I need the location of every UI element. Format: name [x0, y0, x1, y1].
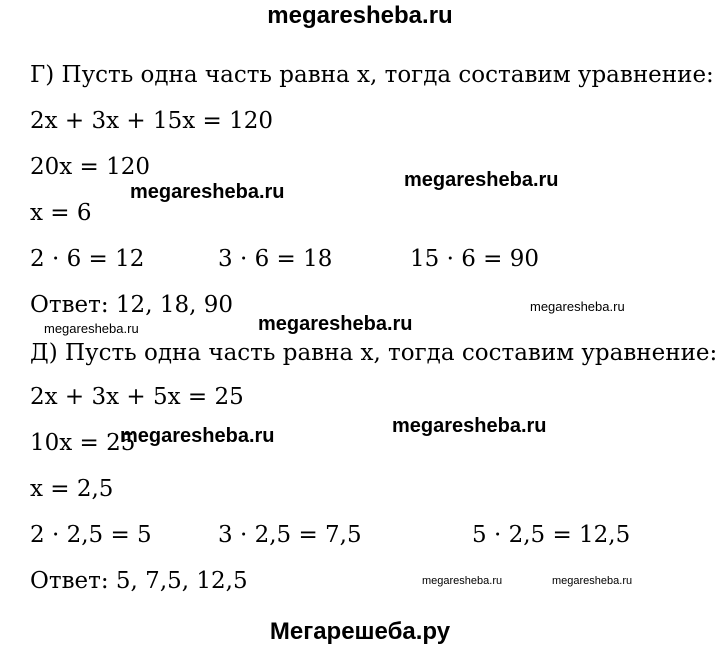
footer-brand: Мегарешеба.ру: [269, 618, 451, 645]
section-g-equation-3: x = 6: [30, 200, 92, 226]
section-d-intro: Д) Пусть одна часть равна х, тогда составим уравнение:: [30, 340, 718, 366]
section-d-equation-3: x = 2,5: [30, 476, 114, 502]
watermark: megaresheba.ru: [130, 181, 285, 203]
section-g-equation-1: 2x + 3x + 15x = 120: [30, 108, 274, 134]
section-d-calc-1: 2 · 2,5 = 5: [30, 522, 152, 548]
watermark: megaresheba.ru: [422, 575, 503, 587]
watermark: megaresheba.ru: [552, 575, 633, 587]
section-g-equation-2: 20x = 120: [30, 154, 151, 180]
watermark: megaresheba.ru: [258, 313, 413, 335]
section-g-calc-1: 2 · 6 = 12: [30, 246, 145, 272]
section-d-calc-2: 3 · 2,5 = 7,5: [218, 522, 362, 548]
section-g-calc-3: 15 · 6 = 90: [410, 246, 539, 272]
section-g-intro: Г) Пусть одна часть равна х, тогда составим уравнение:: [30, 62, 714, 88]
section-g-answer: Ответ: 12, 18, 90: [30, 292, 233, 318]
section-d-equation-1: 2x + 3x + 5x = 25: [30, 384, 244, 410]
section-d-calc-3: 5 · 2,5 = 12,5: [472, 522, 631, 548]
watermark: megaresheba.ru: [44, 321, 139, 336]
watermark: megaresheba.ru: [120, 425, 275, 447]
header-watermark: megaresheba.ru: [267, 2, 453, 29]
watermark: megaresheba.ru: [530, 299, 625, 314]
watermark: megaresheba.ru: [404, 169, 559, 191]
section-d-answer: Ответ: 5, 7,5, 12,5: [30, 568, 248, 594]
section-d-equation-2: 10x = 25: [30, 430, 136, 456]
watermark: megaresheba.ru: [392, 415, 547, 437]
section-g-calc-2: 3 · 6 = 18: [218, 246, 333, 272]
